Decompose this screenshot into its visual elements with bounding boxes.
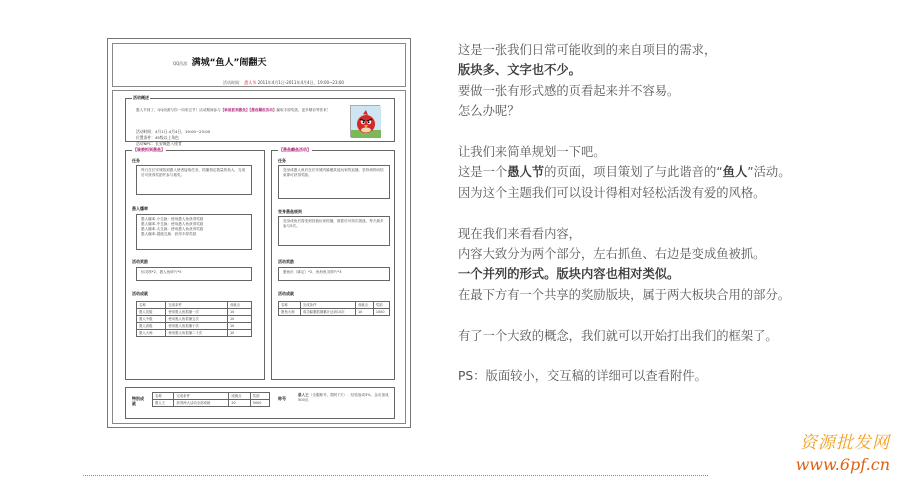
desc-line: 怎么办呢？ [458, 104, 520, 119]
table-cell: 成就点 [229, 393, 250, 400]
left-panel-tag: 【谁被抓到愚鱼】 [133, 147, 165, 152]
left-rule-row: 愚人爆率-小兑换：使用愚人鱼获得奖励 [141, 217, 204, 221]
bird-icon [351, 106, 381, 138]
intro-meta-time: 活动时间：4月1日-4月4日，19:00~23:00 [136, 129, 211, 134]
table-row [279, 309, 390, 316]
left-rule-row: 愚人爆率-大兑换：使用愚人鱼获得奖励 [141, 227, 204, 231]
table-cell: 5000 [250, 400, 269, 407]
desc-line: 现在我们来看看内容， [458, 226, 581, 241]
desc-line: 因为这个主题我们可以设计得相对轻松活泼有爱的风格。 [458, 185, 766, 200]
right-reward-label: 活动奖励 [278, 259, 294, 264]
desc-line: 有了一个大致的概念，我们就可以开始打出我们的框架了。 [458, 328, 778, 343]
table-cell: 1000 [373, 309, 389, 316]
table-cell: 10 [355, 309, 373, 316]
left-reward-label: 活动奖励 [132, 259, 148, 264]
table-cell: 成功躲避抓捕累计达到10次 [300, 309, 355, 316]
right-panel-tag: 【愚鱼翻鱼活动】 [279, 147, 311, 152]
intro-text-1: 愚人节到了，QQ西游与你一同来过节！活动期间参与 [136, 108, 221, 112]
wireframe-image [107, 38, 411, 428]
intro-link-2: 【愚鱼翻鱼活动】 [249, 108, 277, 112]
table-row [153, 393, 270, 400]
table-cell: 成就点 [227, 302, 251, 309]
right-rule-label: 变身愚鱼规则 [278, 209, 302, 214]
right-rule-box: 变身成鱼后将受到其他玩家抓捕，被抓后可再次挑战，每天最多参与5次。 [278, 216, 390, 246]
ticket-desc: （全服称号，限时7天）：经验加成3%，金币加成500点 [298, 393, 389, 402]
description-text [458, 40, 878, 387]
table-cell: 使用愚人鱼抓捕一次 [166, 309, 228, 316]
right-task-label: 任务 [278, 158, 286, 163]
intro-text [136, 108, 341, 113]
left-rule-row: 愚人爆率-超级兑换：获得丰厚奖励 [141, 232, 197, 236]
desc-span: 的页面，项目策划了与此谐音的“ [544, 165, 723, 180]
table-cell: 奖励 [373, 302, 389, 309]
table-cell: 使用愚人鱼抓捕十次 [166, 323, 228, 330]
table-cell: 完成条件 [300, 302, 355, 309]
table-cell: 使用愚人鱼抓捕二十次 [166, 330, 228, 337]
special-table [152, 392, 270, 407]
left-reward-box: 仙灵珠*2、愚人鱼碎片*5 [136, 267, 252, 281]
table-cell: 成就点 [355, 302, 373, 309]
table-row [137, 323, 252, 330]
desc-line: PS：版面较小，交互稿的详细可以查看附件。 [458, 369, 707, 384]
table-cell: 愚人高级 [137, 323, 166, 330]
table-cell: 名称 [279, 302, 301, 309]
special-section [125, 387, 395, 419]
left-rule-label: 愚人爆率 [132, 206, 148, 211]
ticket-label: 称号 [278, 396, 286, 401]
table-cell: 名称 [137, 302, 166, 309]
table-cell: 愚人大师 [137, 330, 166, 337]
desc-line: 要做一张有形式感的页看起来并不容易。 [458, 83, 680, 98]
table-cell: 10 [227, 323, 251, 330]
right-result-table [278, 301, 390, 316]
ticket-text [298, 393, 392, 403]
wireframe-body [112, 90, 406, 424]
table-cell: 奖励 [250, 393, 269, 400]
table-cell: 完成条件 [174, 393, 229, 400]
intro-text-2: 赢取丰厚奖励，更多精彩等你来！ [276, 108, 331, 112]
intro-section [125, 95, 395, 146]
left-task-box: 每日在长安城找到愚人使者接取任务，抓捕指定数量的鱼人，完成后可获得奖励并参与抽奖。 [136, 165, 252, 195]
intro-tag: 活动概述 [133, 95, 149, 100]
left-result-label: 活动成就 [132, 291, 148, 296]
special-label: 特别成就 [132, 396, 144, 406]
table-cell: 10 [227, 316, 251, 323]
desc-line: 内容大致分为两个部分，左右抓鱼、右边是变成鱼被抓。 [458, 247, 766, 262]
angry-bird-image [350, 105, 380, 137]
table-cell: 愚人王 [153, 400, 174, 407]
intro-link-1: 【谁被抓到愚鱼】 [220, 108, 250, 112]
left-result-table [136, 301, 252, 337]
table-row [137, 316, 252, 323]
intro-meta-place: 位置条件：45级以上角色 [136, 135, 179, 140]
desc-line: 让我们来简单规划一下吧。 [458, 145, 606, 160]
table-cell: 愚鱼大师 [279, 309, 301, 316]
desc-line-mixed [458, 162, 878, 182]
table-cell: 20 [229, 400, 250, 407]
wireframe-title-row [173, 58, 266, 68]
right-task-box: 变身成愚人鱼后在长安城内躲避其他玩家的追捕，坚持到时间结束即可获得奖励。 [278, 165, 390, 199]
table-row [279, 302, 390, 309]
wireframe-time-value: 2011年4月1日-2011年4月4日，19:00~23:00 [257, 80, 344, 85]
table-cell: 10 [227, 330, 251, 337]
desc-span: 这是一个 [458, 165, 508, 180]
table-cell: 10 [227, 309, 251, 316]
watermark-url: www.6pf.cn [795, 455, 890, 474]
wireframe-time-highlight: 愚人节 [244, 80, 257, 85]
wireframe-header [112, 43, 406, 87]
dotted-divider [83, 475, 708, 476]
table-cell: 获得两大活动全部成就 [174, 400, 229, 407]
wireframe-logo: QQ西游 [173, 61, 188, 66]
right-panel [271, 147, 395, 380]
watermark [740, 432, 890, 476]
right-reward-box: 愚鱼币（绑定）*2、鱼形鱼灵碎片*3 [278, 267, 390, 281]
desc-line: 版块多、文字也不少。 [458, 63, 581, 78]
table-cell: 完成条件 [166, 302, 228, 309]
desc-line: 在最下方有一个共享的奖励版块，属于两大板块合用的部分。 [458, 287, 791, 302]
desc-line: 一个并列的形式。版块内容也相对类似。 [458, 267, 680, 282]
desc-highlight: 鱼人 [722, 165, 748, 180]
ticket-name: 愚人王 [298, 393, 309, 397]
right-result-label: 活动成就 [278, 291, 294, 296]
table-row [137, 302, 252, 309]
table-cell: 使用愚人鱼抓捕五次 [166, 316, 228, 323]
intro-meta-npc: 活动NPC：长安城愚人使者 [136, 141, 182, 146]
desc-line: 这是一张我们日常可能收到的来自项目的需求， [458, 43, 717, 57]
desc-highlight: 愚人节 [507, 165, 545, 180]
table-cell: 名称 [153, 393, 174, 400]
table-row [137, 309, 252, 316]
table-row [137, 330, 252, 337]
left-rule-row: 愚人爆率-中兑换：使用愚人鱼获得奖励 [141, 222, 204, 226]
wireframe-title: 满城“鱼人”闹翻天 [191, 58, 267, 68]
left-panel [125, 147, 265, 380]
table-cell: 愚人初级 [137, 309, 166, 316]
intro-meta [136, 129, 341, 147]
left-task-label: 任务 [132, 158, 140, 163]
wireframe-time-label: 活动时间： [223, 80, 243, 85]
left-rule-box [136, 214, 252, 250]
wireframe-time [223, 80, 344, 85]
watermark-name: 资源批发网 [800, 433, 890, 453]
table-cell: 愚人中级 [137, 316, 166, 323]
desc-span: ”活动。 [747, 165, 791, 180]
table-row [153, 400, 270, 407]
